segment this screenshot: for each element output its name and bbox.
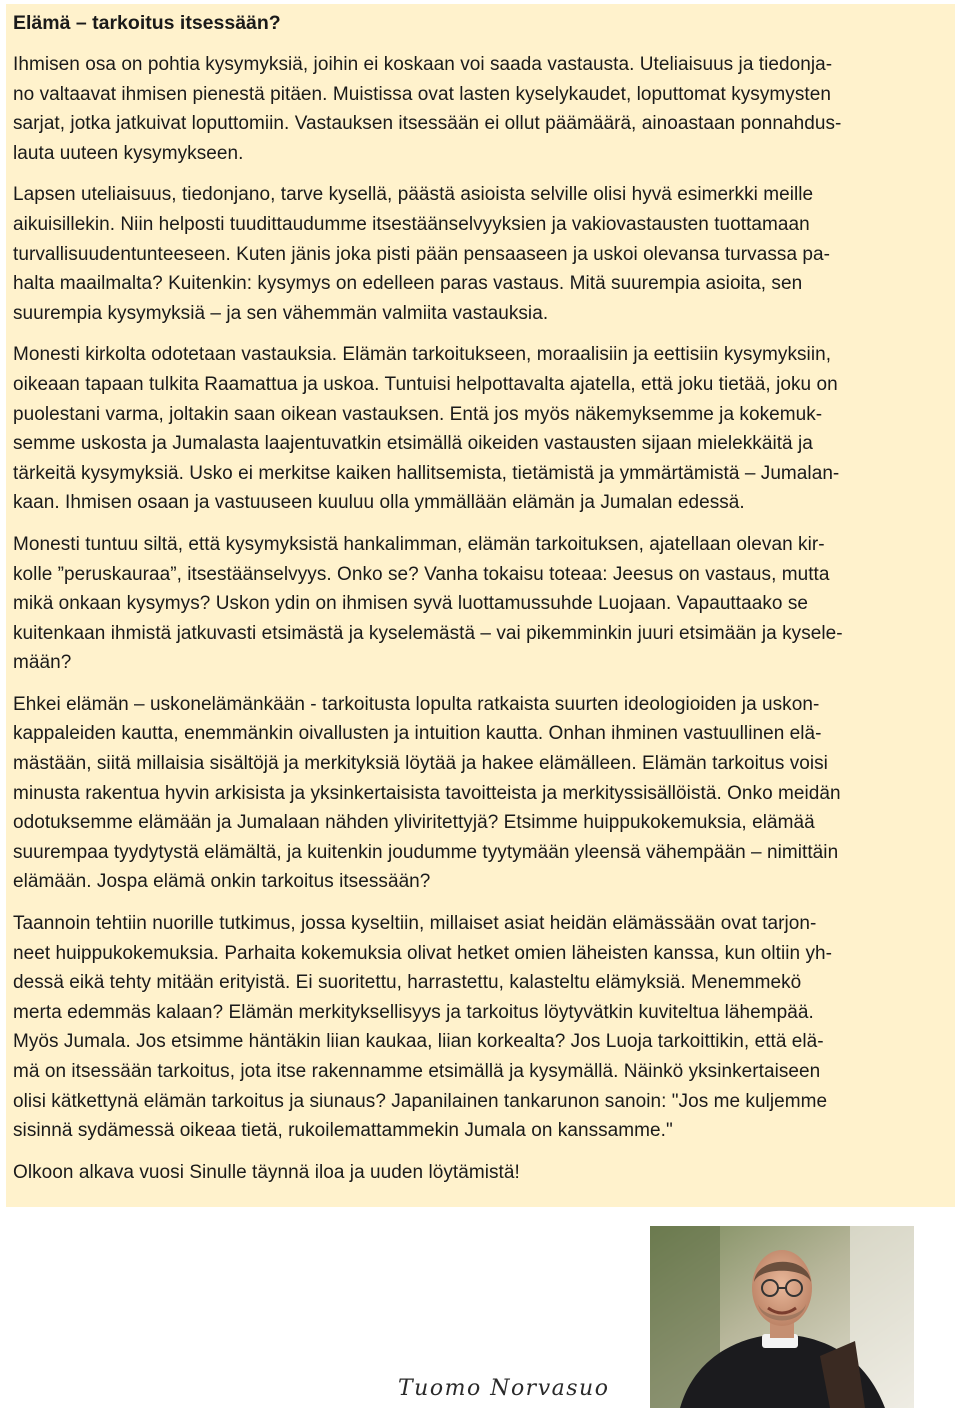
paragraph-line: kolle ”peruskauraa”, itsestäänselvyys. Onko se? Vanha tokaisu toteaa: Jeesus on vastaus, mutta bbox=[13, 563, 830, 585]
body-paragraph bbox=[13, 530, 947, 678]
paragraph-line: tärkeitä kysymyksiä. Usko ei merkitse kaiken hallitsemista, tietämistä ja ymmärtämistä – Jumalan- bbox=[13, 462, 840, 484]
paragraph-line: Myös Jumala. Jos etsimme häntäkin liian kaukaa, liian korkealta? Jos Luoja tarkoittikin, että elä- bbox=[13, 1031, 824, 1053]
paragraph-line: mä on itsessään tarkoitus, jota itse rakennamme etsimällä ja kysymällä. Näinkö yksinkertaiseen bbox=[13, 1061, 821, 1082]
paragraph-line: kuitenkaan ihmistä jatkuvasti etsimästä ja kyselemästä – vai pikemminkin juuri etsimään ja kysele- bbox=[13, 622, 843, 644]
body-paragraph bbox=[13, 1158, 947, 1188]
paragraph-line: Ehkei elämän – uskonelämänkään - tarkoitusta lopulta ratkaista suurten ideologioiden ja uskon- bbox=[13, 693, 820, 715]
body-paragraph bbox=[13, 50, 947, 168]
paragraph-line: Ihmisen osa on pohtia kysymyksiä, joihin ei koskaan voi saada vastausta. Uteliaisuus ja tiedonja- bbox=[13, 54, 833, 75]
paragraph-line: mikä onkaan kysymys? Uskon ydin on ihmisen syvä luottamussuhde Luojaan. Vapauttaako se bbox=[13, 593, 808, 615]
paragraph-line: kaan. Ihmisen osaan ja vastuuseen kuuluu olla ymmällään elämän ja Jumalan edessä. bbox=[13, 492, 745, 514]
paragraph-line: puolestani varma, joltakin saan oikean vastauksen. Entä jos myös näkemyksemme ja kokemuk- bbox=[13, 403, 823, 425]
paragraph-line: lauta uuteen kysymykseen. bbox=[13, 142, 244, 164]
paragraph-line: semme uskosta ja Jumalasta laajentuvatkin etsimällä oikeiden vastausten sijaan mielekkäitä ja bbox=[13, 433, 813, 455]
paragraph-line: suurempia kysymyksiä – ja sen vähemmän valmiita vastauksia. bbox=[13, 302, 549, 324]
paragraph-line: Lapsen uteliaisuus, tiedonjano, tarve kysellä, päästä asioista selville olisi hyvä esimerkki meille bbox=[13, 184, 814, 206]
paragraph-line: aikuisillekin. Niin helposti tuudittaudumme itsestäänselvyyksien ja vakiovastausten tuottamaan bbox=[13, 213, 810, 235]
paragraph-line: Taannoin tehtiin nuorille tutkimus, jossa kyseltiin, millaiset asiat heidän elämässään ovat tarjon- bbox=[13, 913, 817, 935]
paragraph-line: mään? bbox=[13, 652, 72, 674]
body-paragraph bbox=[13, 909, 947, 1146]
paragraph-line: sisinnä sydämessä oikeaa tietä, rukoilemattammekin Jumala on kanssamme." bbox=[13, 1120, 673, 1142]
paragraph-line: no valtaavat ihmisen pienestä pitäen. Muistissa ovat lasten kyselykaudet, loputtomat kysymysten bbox=[13, 83, 831, 105]
article-title: Elämä – tarkoitus itsessään? bbox=[13, 12, 281, 34]
author-signature: Tuomo Norvasuo bbox=[398, 1376, 610, 1401]
paragraph-line: merta edemmäs kalaan? Elämän merkityksellisyys ja tarkoitus löytyvätkin kuviteltua lähempää. bbox=[13, 1001, 814, 1023]
paragraph-line: kappaleiden kautta, enemmänkin oivallusten ja intuition kautta. Onhan ihminen vastuullinen elä- bbox=[13, 723, 822, 745]
body-paragraph bbox=[13, 690, 947, 897]
body-paragraph bbox=[13, 180, 947, 328]
paragraph-line: oikeaan tapaan tulkita Raamattua ja uskoa. Tuntuisi helpottavalta ajatella, että joku tietää, joku on bbox=[13, 373, 838, 395]
paragraph-line: odotuksemme elämään ja Jumalaan nähden yliviritettyjä? Etsimme huippukokemuksia, elämää bbox=[13, 812, 815, 834]
paragraph-line: suurempaa tyydytystä elämältä, ja kuitenkin joudumme tyytymään yleensä vähempään – nimittäin bbox=[13, 841, 839, 863]
paragraph-line: minusta rakentua hyvin arkisista ja yksinkertaisista tavoitteista ja merkityssisällöistä. Onko meidän bbox=[13, 782, 841, 804]
paragraph-line: dessä eikä tehty mitään erityistä. Ei suoritettu, harrastettu, kalasteltu elämyksiä. Menemmekö bbox=[13, 972, 802, 994]
paragraph-line: elämään. Jospa elämä onkin tarkoitus itsessään? bbox=[13, 871, 431, 893]
body-paragraph bbox=[13, 340, 947, 518]
paragraph-line: turvallisuudentunteeseen. Kuten jänis joka pisti pään pensaaseen ja uskoi olevansa turvassa pa- bbox=[13, 243, 830, 265]
paragraph-line: halta maailmalta? Kuitenkin: kysymys on edelleen paras vastaus. Mitä suurempia asioita, sen bbox=[13, 273, 803, 295]
paragraph-line: Olkoon alkava vuosi Sinulle täynnä iloa ja uuden löytämistä! bbox=[13, 1161, 520, 1183]
paragraph-line: mästään, siitä millaisia sisältöjä ja merkityksiä löytää ja hakee elämälleen. Elämän tarkoitus voisi bbox=[13, 753, 828, 775]
paragraph-line: neet huippukokemuksia. Parhaita kokemuksia olivat hetket omien läheisten kanssa, kun oltiin yh- bbox=[13, 942, 833, 964]
author-photo bbox=[650, 1226, 914, 1408]
article-box bbox=[6, 4, 955, 1207]
paragraph-line: Monesti kirkolta odotetaan vastauksia. Elämän tarkoitukseen, moraalisiin ja eettisiin kysymyksiin, bbox=[13, 344, 832, 366]
article-body bbox=[13, 50, 947, 1187]
paragraph-line: olisi kätkettynä elämän tarkoitus ja siunaus? Japanilainen tankarunon sanoin: "Jos me kuljemme bbox=[13, 1090, 828, 1112]
paragraph-line: Monesti tuntuu siltä, että kysymyksistä hankalimman, elämän tarkoituksen, ajatellaan olevan kir- bbox=[13, 533, 825, 555]
paragraph-line: sarjat, jotka jatkuivat loputtomiin. Vastauksen itsessään ei ollut päämäärä, ainoastaan ponnahdus- bbox=[13, 113, 842, 135]
